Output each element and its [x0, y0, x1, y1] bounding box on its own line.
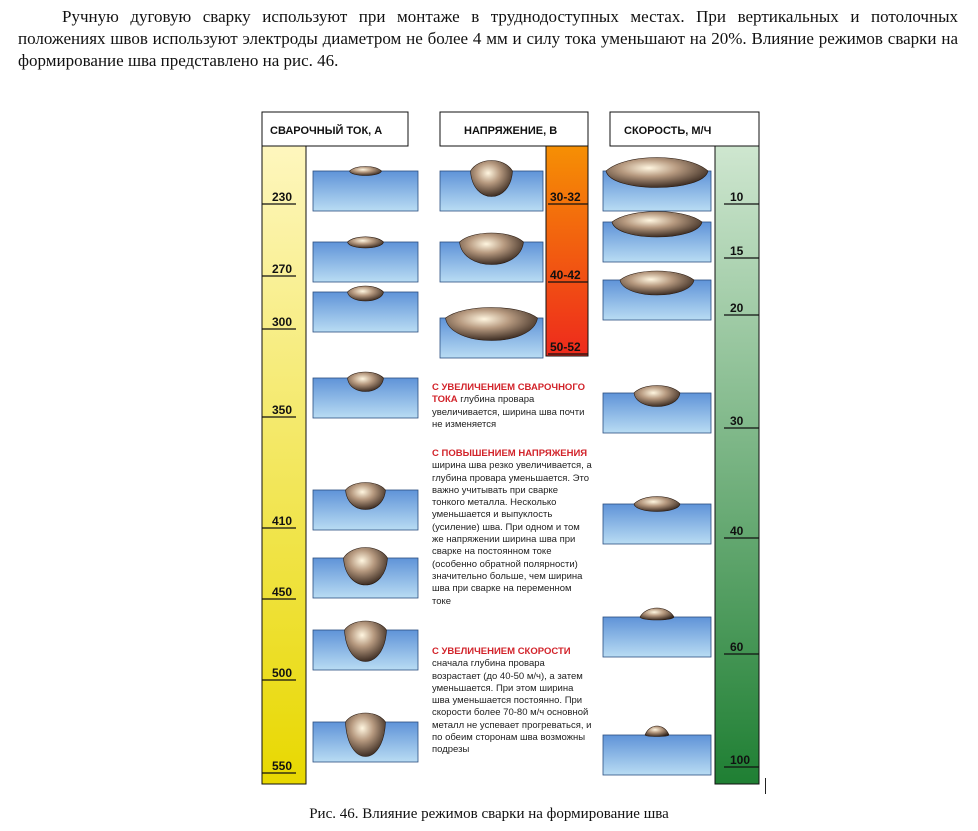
- current-tick-label: 450: [272, 585, 293, 599]
- speed-tick-label: 20: [730, 301, 744, 315]
- current-tick-label: 270: [272, 262, 293, 276]
- note-current: [432, 382, 592, 431]
- speed-tick-label: 40: [730, 524, 744, 538]
- speed-tick-label: 15: [730, 244, 744, 258]
- current-plate: [313, 167, 418, 212]
- speed-plate: [603, 386, 711, 434]
- current-plate: [313, 286, 418, 332]
- current-tick-label: 350: [272, 403, 293, 417]
- note-voltage: [432, 448, 592, 608]
- weld-bead: [645, 726, 669, 737]
- figure-caption: Рис. 46. Влияние режимов сварки на формирование шва: [309, 806, 669, 822]
- current-plate: [313, 483, 418, 531]
- voltage-tick-label: 50-52: [550, 340, 581, 354]
- current-tick-label: 500: [272, 666, 293, 680]
- note-voltage-title: С ПОВЫШЕНИЕМ НАПРЯЖЕНИЯ: [432, 448, 588, 459]
- voltage-plate: [440, 161, 543, 212]
- current-plate: [313, 372, 418, 418]
- note-current-text: глубина провара увеличивается, ширина шва почти не изменяется: [432, 394, 585, 430]
- speed-tick-label: 60: [730, 640, 744, 654]
- speed-plate: [603, 271, 711, 320]
- speed-scale: [610, 112, 759, 784]
- current-plate: [313, 713, 418, 762]
- note-voltage-text: ширина шва резко увеличивается, а глубина провара уменьшается. Это важно учитывать при сварке тонкого металла. Несколько уменьшается и выпуклость (усиление) шва. При одном и том же напряжении ширина шва при сварке на постоянном токе (особенно обратной полярности) значительно больше, чем ширина шва при сварке на переменном токе: [432, 460, 592, 607]
- weld-bead: [350, 167, 382, 176]
- speed-plate: [603, 608, 711, 657]
- current-tick-label: 550: [272, 759, 293, 773]
- note-speed: [432, 646, 592, 757]
- note-speed-title: С УВЕЛИЧЕНИЕМ СКОРОСТИ: [432, 646, 571, 657]
- current-header: СВАРОЧНЫЙ ТОК, А: [270, 125, 383, 137]
- current-plate: [313, 548, 418, 599]
- speed-plate: [603, 158, 711, 212]
- voltage-plate: [440, 308, 543, 359]
- intro-paragraph: Ручную дуговую сварку используют при монтаже в труднодоступных местах. При вертикальных и потолочных положениях швов используют электроды диаметром не более 4 мм и силу тока уменьшают на 20%. Влияние режимов сварки на формирование шва представлено на рис. 46.: [18, 7, 958, 70]
- weld-bead: [640, 608, 674, 620]
- text-cursor: [765, 778, 766, 794]
- weld-bead: [348, 237, 384, 248]
- speed-tick-label: 100: [730, 753, 751, 767]
- speed-tick-label: 30: [730, 414, 744, 428]
- speed-tick-label: 10: [730, 190, 744, 204]
- note-current-title: С УВЕЛИЧЕНИЕМ СВАРОЧНОГО ТОКА: [432, 382, 585, 406]
- weld-bead: [634, 497, 680, 512]
- speed-plate: [603, 497, 711, 545]
- weld-bead: [606, 158, 708, 188]
- current-plate: [313, 621, 418, 670]
- current-tick-label: 230: [272, 190, 293, 204]
- voltage-header: НАПРЯЖЕНИЕ, В: [464, 125, 558, 137]
- current-tick-label: 410: [272, 514, 293, 528]
- current-tick-label: 300: [272, 315, 293, 329]
- speed-header: СКОРОСТЬ, М/Ч: [624, 125, 712, 137]
- current-plate: [313, 237, 418, 282]
- speed-plate: [603, 212, 711, 263]
- speed-plate: [603, 726, 711, 775]
- current-scale: [262, 112, 408, 784]
- note-speed-text: сначала глубина провара возрастает (до 40-50 м/ч), а затем уменьшается. При этом ширина шва уменьшается постоянно. При скорости более 70-80 м/ч основной металл не успевает прогреваться, и по обеим сторонам шва возможны подрезы: [432, 658, 592, 756]
- voltage-tick-label: 30-32: [550, 190, 581, 204]
- voltage-tick-label: 40-42: [550, 268, 581, 282]
- voltage-plate: [440, 233, 543, 282]
